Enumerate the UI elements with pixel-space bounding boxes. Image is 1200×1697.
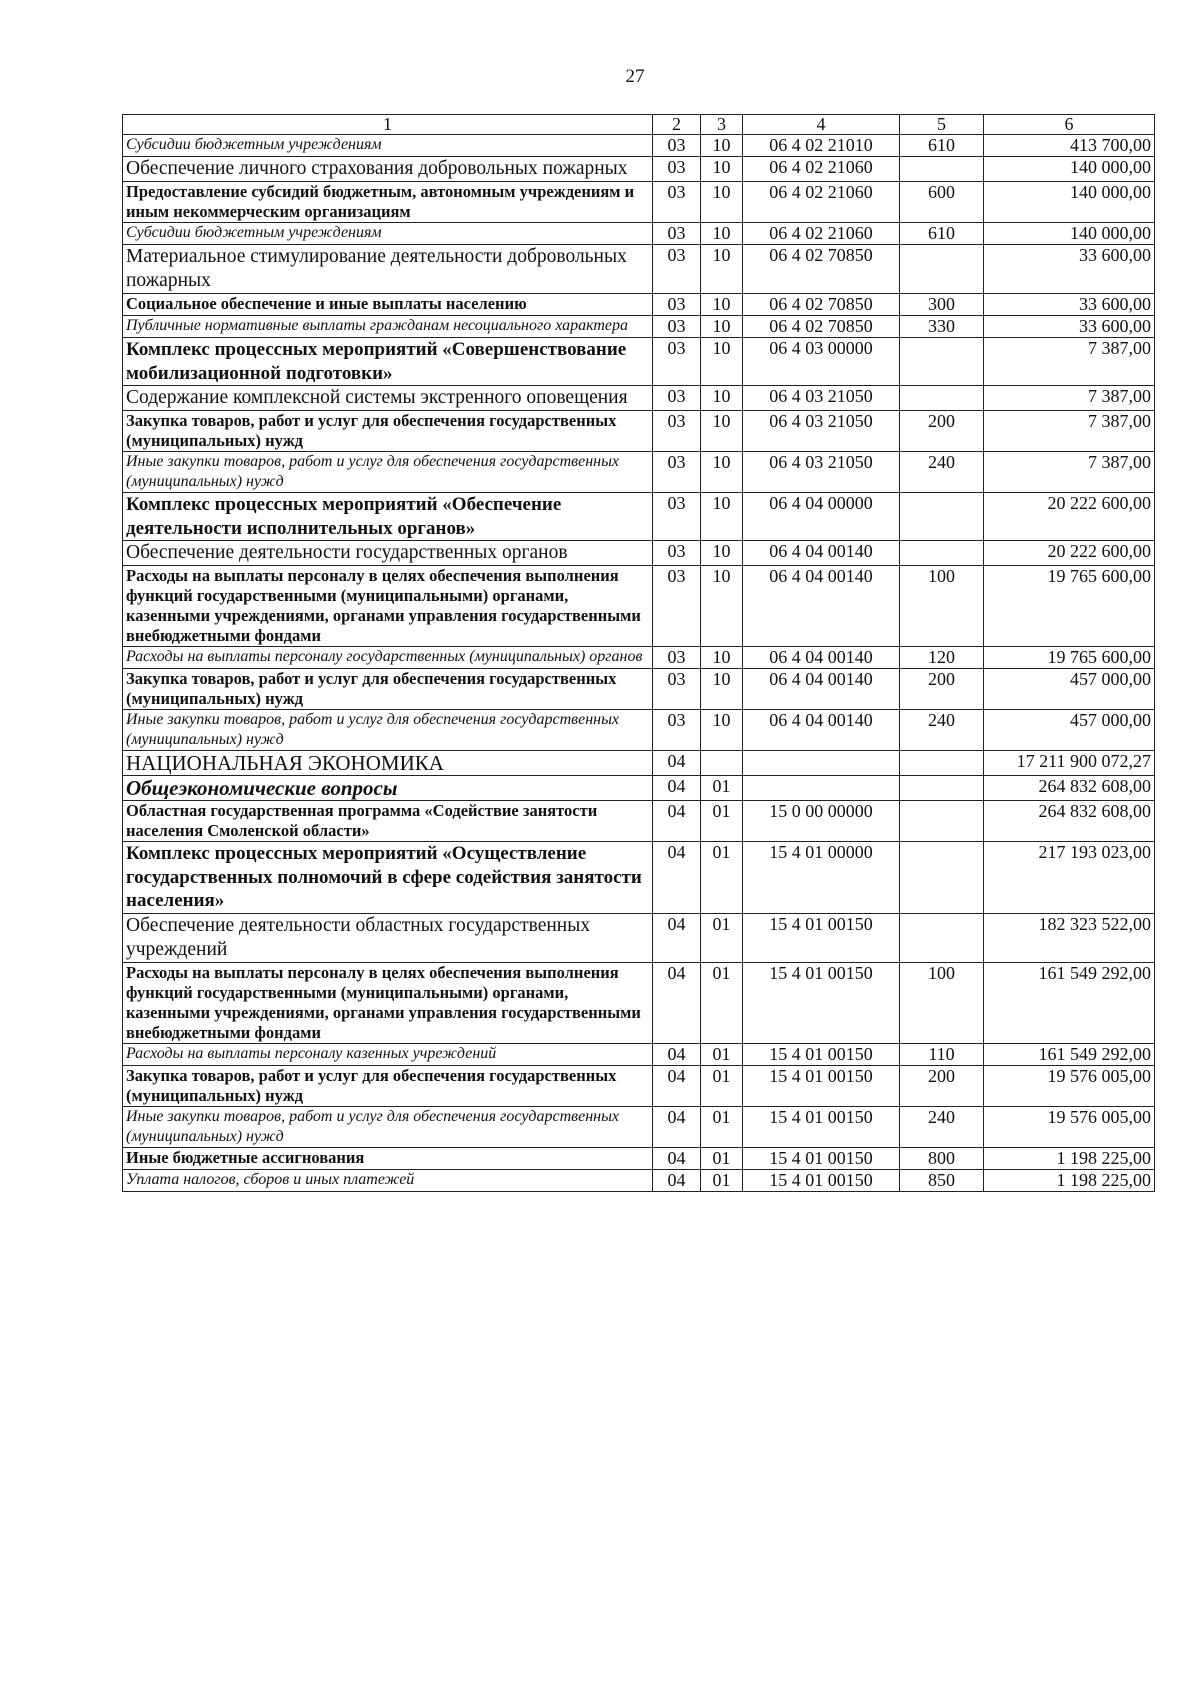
subsection-code-cell: 10 (701, 182, 743, 223)
subsection-code-cell: 01 (701, 1147, 743, 1169)
target-article-cell: 06 4 03 00000 (743, 338, 900, 386)
table-row (123, 1065, 1155, 1106)
table-row (123, 1043, 1155, 1065)
section-code-cell: 03 (653, 245, 701, 294)
section-code-cell: 03 (653, 386, 701, 411)
expense-type-cell: 240 (900, 452, 984, 493)
expense-name-cell: Обеспечение личного страхования добровольных пожарных (123, 157, 653, 182)
section-code-cell: 04 (653, 801, 701, 842)
expense-name-cell: Закупка товаров, работ и услуг для обеспечения государственных (муниципальных) нужд (123, 669, 653, 710)
amount-cell: 140 000,00 (984, 223, 1155, 245)
subsection-code-cell: 10 (701, 223, 743, 245)
target-article-cell: 06 4 02 21060 (743, 157, 900, 182)
table-row (123, 316, 1155, 338)
expense-name-cell: Иные закупки товаров, работ и услуг для обеспечения государственных (муниципальных) нужд (123, 710, 653, 751)
amount-cell: 161 549 292,00 (984, 1043, 1155, 1065)
expense-type-cell: 800 (900, 1147, 984, 1169)
target-article-cell: 15 0 00 00000 (743, 801, 900, 842)
target-article-cell: 06 4 04 00140 (743, 669, 900, 710)
table-row (123, 338, 1155, 386)
expense-type-cell (900, 776, 984, 801)
subsection-code-cell: 10 (701, 411, 743, 452)
expense-type-cell: 850 (900, 1169, 984, 1191)
expense-type-cell: 600 (900, 182, 984, 223)
expense-name-cell: Субсидии бюджетным учреждениям (123, 223, 653, 245)
amount-cell: 457 000,00 (984, 669, 1155, 710)
expense-name-cell: Содержание комплексной системы экстренного оповещения (123, 386, 653, 411)
expense-name-cell: Областная государственная программа «Содействие занятости населения Смоленской области» (123, 801, 653, 842)
subsection-code-cell: 01 (701, 1169, 743, 1191)
subsection-code-cell: 10 (701, 566, 743, 647)
target-article-cell: 06 4 02 70850 (743, 245, 900, 294)
amount-cell: 19 765 600,00 (984, 647, 1155, 669)
amount-cell: 413 700,00 (984, 135, 1155, 157)
target-article-cell: 15 4 01 00150 (743, 1169, 900, 1191)
column-number-row (123, 115, 1155, 135)
amount-cell: 140 000,00 (984, 182, 1155, 223)
expense-name-cell: Обеспечение деятельности государственных органов (123, 541, 653, 566)
expense-type-cell: 240 (900, 710, 984, 751)
expense-name-cell: Субсидии бюджетным учреждениям (123, 135, 653, 157)
target-article-cell (743, 776, 900, 801)
table-row (123, 776, 1155, 801)
section-code-cell: 04 (653, 962, 701, 1043)
amount-cell: 7 387,00 (984, 452, 1155, 493)
expense-name-cell: Расходы на выплаты персоналу в целях обеспечения выполнения функций государственными (муниципальными) органами, казенными учреждениями, органами управления государственными внебюджетными фондами (123, 962, 653, 1043)
section-code-cell: 04 (653, 1169, 701, 1191)
amount-cell: 7 387,00 (984, 386, 1155, 411)
subsection-code-cell: 10 (701, 294, 743, 316)
section-code-cell: 04 (653, 842, 701, 914)
subsection-code-cell: 10 (701, 710, 743, 751)
subsection-code-cell: 10 (701, 316, 743, 338)
column-number: 5 (900, 115, 984, 135)
expense-type-cell (900, 386, 984, 411)
section-code-cell: 03 (653, 294, 701, 316)
subsection-code-cell: 10 (701, 135, 743, 157)
expense-type-cell: 200 (900, 411, 984, 452)
target-article-cell: 06 4 02 21060 (743, 223, 900, 245)
expense-name-cell: Иные закупки товаров, работ и услуг для обеспечения государственных (муниципальных) нужд (123, 452, 653, 493)
expense-name-cell: Общеэкономические вопросы (123, 776, 653, 801)
subsection-code-cell: 01 (701, 776, 743, 801)
expense-type-cell (900, 801, 984, 842)
amount-cell: 17 211 900 072,27 (984, 751, 1155, 776)
section-code-cell: 03 (653, 647, 701, 669)
amount-cell: 7 387,00 (984, 338, 1155, 386)
expense-type-cell: 610 (900, 223, 984, 245)
subsection-code-cell: 01 (701, 913, 743, 962)
subsection-code-cell: 10 (701, 245, 743, 294)
subsection-code-cell: 01 (701, 1043, 743, 1065)
expense-name-cell: Комплекс процессных мероприятий «Осуществление государственных полномочий в сфере содействия занятости населения» (123, 842, 653, 914)
expense-type-cell (900, 541, 984, 566)
column-number: 3 (701, 115, 743, 135)
expense-name-cell: Социальное обеспечение и иные выплаты населению (123, 294, 653, 316)
target-article-cell: 06 4 03 21050 (743, 411, 900, 452)
budget-table (122, 114, 1155, 1192)
table-row (123, 1169, 1155, 1191)
section-code-cell: 03 (653, 541, 701, 566)
target-article-cell: 06 4 02 21060 (743, 182, 900, 223)
expense-type-cell: 100 (900, 566, 984, 647)
section-code-cell: 03 (653, 566, 701, 647)
subsection-code-cell: 10 (701, 452, 743, 493)
subsection-code-cell: 10 (701, 338, 743, 386)
table-row (123, 710, 1155, 751)
expense-name-cell: Закупка товаров, работ и услуг для обеспечения государственных (муниципальных) нужд (123, 411, 653, 452)
section-code-cell: 04 (653, 751, 701, 776)
table-row (123, 566, 1155, 647)
expense-type-cell (900, 245, 984, 294)
table-row (123, 182, 1155, 223)
expense-type-cell (900, 493, 984, 541)
expense-type-cell: 200 (900, 1065, 984, 1106)
expense-type-cell: 330 (900, 316, 984, 338)
section-code-cell: 03 (653, 135, 701, 157)
table-row (123, 1147, 1155, 1169)
table-row (123, 541, 1155, 566)
subsection-code-cell: 01 (701, 1065, 743, 1106)
table-row (123, 669, 1155, 710)
table-row (123, 452, 1155, 493)
target-article-cell: 15 4 01 00150 (743, 1043, 900, 1065)
amount-cell: 33 600,00 (984, 245, 1155, 294)
subsection-code-cell: 01 (701, 842, 743, 914)
expense-name-cell: Иные бюджетные ассигнования (123, 1147, 653, 1169)
expense-name-cell: Иные закупки товаров, работ и услуг для обеспечения государственных (муниципальных) нужд (123, 1106, 653, 1147)
subsection-code-cell: 10 (701, 647, 743, 669)
expense-name-cell: Расходы на выплаты персоналу государственных (муниципальных) органов (123, 647, 653, 669)
subsection-code-cell: 10 (701, 493, 743, 541)
target-article-cell (743, 751, 900, 776)
amount-cell: 33 600,00 (984, 316, 1155, 338)
expense-type-cell (900, 842, 984, 914)
column-number: 2 (653, 115, 701, 135)
target-article-cell: 15 4 01 00000 (743, 842, 900, 914)
table-row (123, 493, 1155, 541)
expense-type-cell (900, 338, 984, 386)
amount-cell: 161 549 292,00 (984, 962, 1155, 1043)
section-code-cell: 03 (653, 710, 701, 751)
expense-type-cell: 110 (900, 1043, 984, 1065)
section-code-cell: 04 (653, 913, 701, 962)
section-code-cell: 03 (653, 493, 701, 541)
section-code-cell: 03 (653, 338, 701, 386)
amount-cell: 264 832 608,00 (984, 801, 1155, 842)
table-row (123, 135, 1155, 157)
amount-cell: 264 832 608,00 (984, 776, 1155, 801)
expense-type-cell: 300 (900, 294, 984, 316)
section-code-cell: 03 (653, 157, 701, 182)
target-article-cell: 06 4 04 00140 (743, 647, 900, 669)
section-code-cell: 04 (653, 1147, 701, 1169)
table-row (123, 842, 1155, 914)
expense-name-cell: Предоставление субсидий бюджетным, автономным учреждениям и иным некоммерческим организациям (123, 182, 653, 223)
target-article-cell: 06 4 03 21050 (743, 386, 900, 411)
table-row (123, 1106, 1155, 1147)
subsection-code-cell: 01 (701, 801, 743, 842)
amount-cell: 1 198 225,00 (984, 1147, 1155, 1169)
expense-name-cell: Публичные нормативные выплаты гражданам несоциального характера (123, 316, 653, 338)
expense-name-cell: Уплата налогов, сборов и иных платежей (123, 1169, 653, 1191)
expense-type-cell: 100 (900, 962, 984, 1043)
amount-cell: 19 765 600,00 (984, 566, 1155, 647)
expense-name-cell: Расходы на выплаты персоналу казенных учреждений (123, 1043, 653, 1065)
section-code-cell: 03 (653, 223, 701, 245)
subsection-code-cell: 01 (701, 1106, 743, 1147)
section-code-cell: 04 (653, 776, 701, 801)
table-row (123, 647, 1155, 669)
amount-cell: 457 000,00 (984, 710, 1155, 751)
expense-type-cell: 610 (900, 135, 984, 157)
expense-name-cell: Расходы на выплаты персоналу в целях обеспечения выполнения функций государственными (муниципальными) органами, казенными учреждениями, органами управления государственными внебюджетными фондами (123, 566, 653, 647)
target-article-cell: 06 4 02 21010 (743, 135, 900, 157)
target-article-cell: 15 4 01 00150 (743, 1147, 900, 1169)
amount-cell: 7 387,00 (984, 411, 1155, 452)
expense-type-cell: 200 (900, 669, 984, 710)
table-row (123, 157, 1155, 182)
table-row (123, 751, 1155, 776)
expense-type-cell: 120 (900, 647, 984, 669)
section-code-cell: 03 (653, 182, 701, 223)
amount-cell: 182 323 522,00 (984, 913, 1155, 962)
target-article-cell: 06 4 04 00140 (743, 710, 900, 751)
amount-cell: 217 193 023,00 (984, 842, 1155, 914)
amount-cell: 19 576 005,00 (984, 1065, 1155, 1106)
subsection-code-cell (701, 751, 743, 776)
section-code-cell: 03 (653, 411, 701, 452)
target-article-cell: 06 4 02 70850 (743, 294, 900, 316)
table-body (123, 135, 1155, 1192)
target-article-cell: 06 4 02 70850 (743, 316, 900, 338)
section-code-cell: 04 (653, 1065, 701, 1106)
target-article-cell: 15 4 01 00150 (743, 913, 900, 962)
target-article-cell: 06 4 03 21050 (743, 452, 900, 493)
column-number: 4 (743, 115, 900, 135)
expense-type-cell (900, 751, 984, 776)
expense-name-cell: Комплекс процессных мероприятий «Совершенствование мобилизационной подготовки» (123, 338, 653, 386)
amount-cell: 33 600,00 (984, 294, 1155, 316)
expense-type-cell (900, 913, 984, 962)
expense-name-cell: НАЦИОНАЛЬНАЯ ЭКОНОМИКА (123, 751, 653, 776)
amount-cell: 19 576 005,00 (984, 1106, 1155, 1147)
amount-cell: 140 000,00 (984, 157, 1155, 182)
table-row (123, 294, 1155, 316)
expense-name-cell: Комплекс процессных мероприятий «Обеспечение деятельности исполнительных органов» (123, 493, 653, 541)
expense-type-cell: 240 (900, 1106, 984, 1147)
amount-cell: 1 198 225,00 (984, 1169, 1155, 1191)
target-article-cell: 15 4 01 00150 (743, 1065, 900, 1106)
table-row (123, 386, 1155, 411)
section-code-cell: 03 (653, 669, 701, 710)
table-row (123, 962, 1155, 1043)
column-number: 6 (984, 115, 1155, 135)
page-number: 27 (625, 66, 645, 87)
subsection-code-cell: 10 (701, 157, 743, 182)
table-row (123, 913, 1155, 962)
subsection-code-cell: 10 (701, 386, 743, 411)
target-article-cell: 15 4 01 00150 (743, 1106, 900, 1147)
section-code-cell: 03 (653, 452, 701, 493)
section-code-cell: 03 (653, 316, 701, 338)
table-row (123, 411, 1155, 452)
expense-name-cell: Закупка товаров, работ и услуг для обеспечения государственных (муниципальных) нужд (123, 1065, 653, 1106)
subsection-code-cell: 01 (701, 962, 743, 1043)
amount-cell: 20 222 600,00 (984, 541, 1155, 566)
expense-name-cell: Материальное стимулирование деятельности добровольных пожарных (123, 245, 653, 294)
target-article-cell: 06 4 04 00000 (743, 493, 900, 541)
target-article-cell: 06 4 04 00140 (743, 566, 900, 647)
subsection-code-cell: 10 (701, 541, 743, 566)
expense-name-cell: Обеспечение деятельности областных государственных учреждений (123, 913, 653, 962)
table-row (123, 245, 1155, 294)
target-article-cell: 06 4 04 00140 (743, 541, 900, 566)
column-number: 1 (123, 115, 653, 135)
amount-cell: 20 222 600,00 (984, 493, 1155, 541)
table-row (123, 801, 1155, 842)
expense-type-cell (900, 157, 984, 182)
table-row (123, 223, 1155, 245)
target-article-cell: 15 4 01 00150 (743, 962, 900, 1043)
subsection-code-cell: 10 (701, 669, 743, 710)
section-code-cell: 04 (653, 1106, 701, 1147)
section-code-cell: 04 (653, 1043, 701, 1065)
